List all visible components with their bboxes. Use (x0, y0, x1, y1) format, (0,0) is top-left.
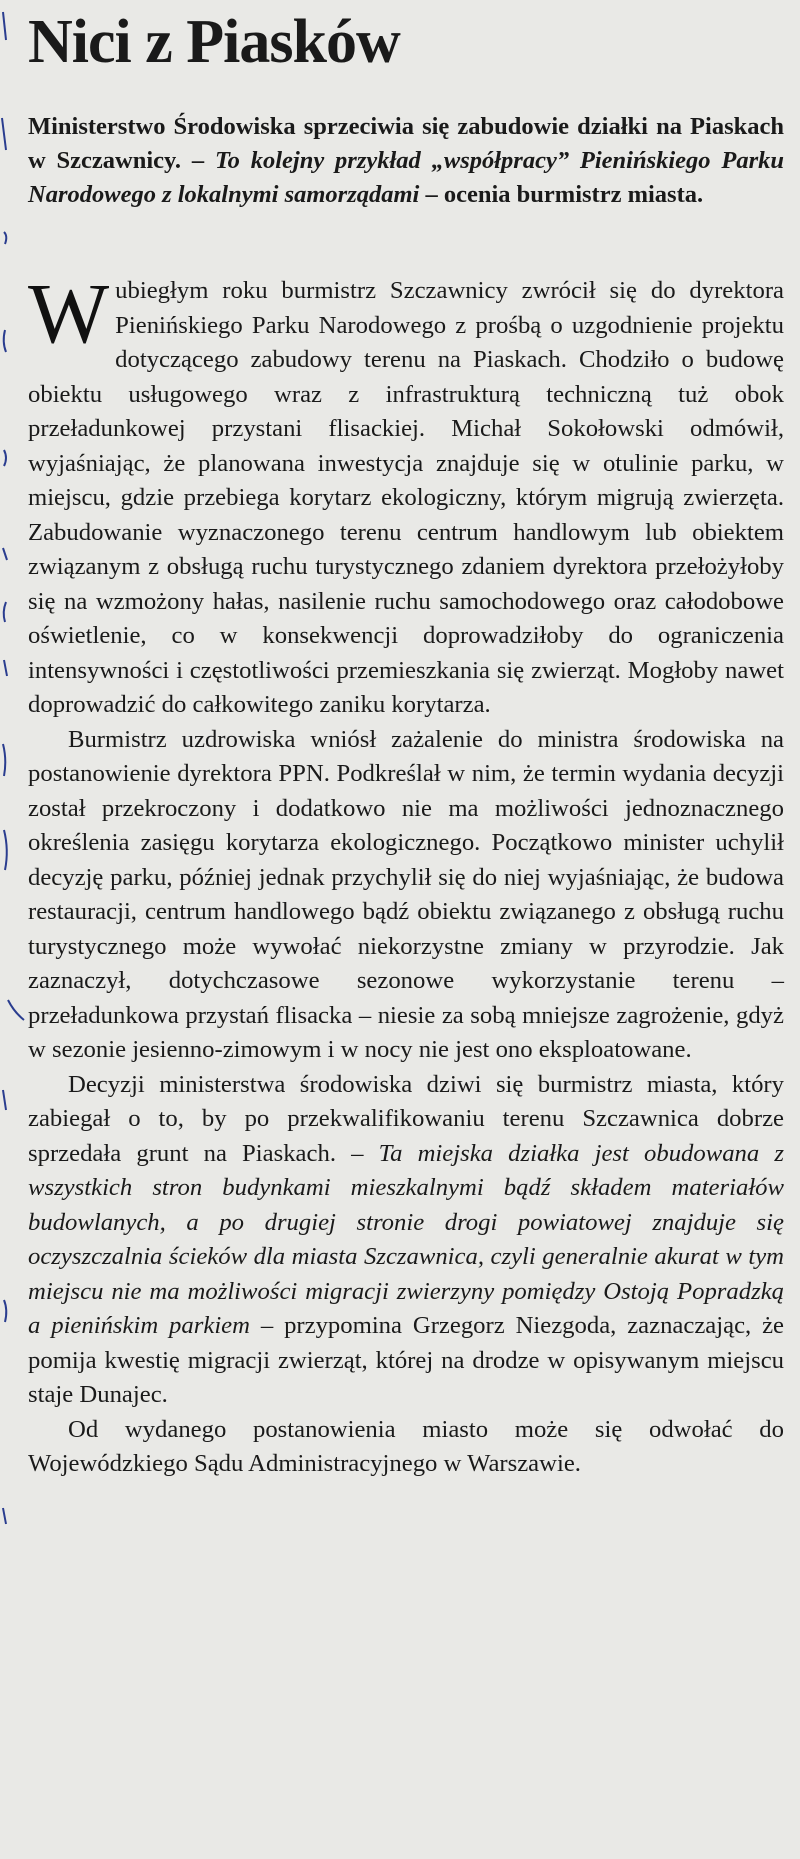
article-lead (28, 110, 784, 212)
paragraph-2: Burmistrz uzdrowiska wniósł zażalenie do ministra środowiska na postanowienie dyrektora PPN. Podkreślał w nim, że termin wydania decyzji został przekroczony i dodatkowo nie ma możliwości jednoznacznego określenia zasięgu korytarza ekologicznego. Początkowo minister uchylił decyzję parku, później jednak przychylił się do niej wyjaśniając, że budowa restauracji, centrum handlowego bądź obiektu związanego z obsługą ruchu turystycznego może wywołać niekorzystne zmiany w przyrodzie. Jak zaznaczył, dotychczasowe sezonowe wykorzystanie terenu – przeładunkowa przystań flisacka – niesie za sobą mniejsze zagrożenie, gdyż w sezonie jesienno-zimowym i w nocy nie jest ono eksploatowane. (28, 725, 784, 1063)
lead-quote: To kolejny przykład „współpracy” Pienińskiego Parku Narodowego z lokalnymi samorządami (28, 147, 785, 208)
paragraph-1-text: ubiegłym roku burmistrz Szczawnicy zwrócił się do dyrektora Pienińskiego Parku Narodowego z prośbą o uzgodnienie projektu dotyczącego zabudowy terenu na Piaskach. Chodziło o budowę obiektu usługowego wraz z infrastrukturą techniczną tuż obok przeładunkowej przystani flisackiej. Michał Sokołowski odmówił, wyjaśniając, że planowana inwestycja znajduje się w otulinie parku, w miejscu, gdzie przebiega korytarz ekologiczny, którym migrują zwierzęta. Zabudowanie wyznaczonego terenu centrum handlowym lub obiektem związanym z obsługą ruchu turystycznego zdaniem dyrektora przełożyłoby się na wzmożony hałas, nasilenie ruchu samochodowego oraz całodobowe oświetlenie, co w konsekwencji doprowadziłoby do ograniczenia intensywności i częstotliwości przemieszkania się zwierząt. Mogłoby nawet doprowadzić do całkowitego zaniku korytarza. (28, 277, 784, 718)
paragraph-3-text-b: – przypomina Grzegorz Niezgoda, zaznaczając, że pomija kwestię migracji zwierząt, której na drodze w opisywanym miejscu staje Dunajec. (28, 1312, 785, 1408)
article-headline: Nici z Piasków (28, 8, 400, 76)
lead-text-1: Ministerstwo Środowiska sprzeciwia się zabudowie działki na Piaskach w Szczawnicy. – (28, 113, 784, 174)
drop-cap: W (28, 265, 110, 361)
paragraph-3-text-a: Decyzji ministerstwa środowiska dziwi się burmistrz miasta, który zabiegał o to, by po przekwalifikowaniu terenu Szczawnica dobrze sprzedała grunt na Piaskach. – (28, 1070, 784, 1167)
lead-text-2: – ocenia burmistrz miasta. (419, 181, 704, 208)
article-body (28, 265, 785, 1482)
paragraph-3-quote: Ta miejska działka jest obudowana z wszystkich stron budynkami mieszkalnymi bądź składem materiałów budowlanych, a po drugiej stronie drogi powiatowej znajduje się oczyszczalnia ścieków dla miasta Szczawnica, czyli generalnie akurat w tym miejscu nie ma możliwości migracji zwierzyny pomiędzy Ostoją Popradzką a pienińskim parkiem (28, 1139, 784, 1339)
margin-pen-marks (0, 0, 26, 1859)
paragraph-4: Od wydanego postanowienia miasto może się odwołać do Wojewódzkiego Sądu Administracyjnego w Warszawie. (28, 1415, 784, 1477)
paragraph-3 (28, 1068, 784, 1413)
paragraph-1 (28, 265, 784, 723)
